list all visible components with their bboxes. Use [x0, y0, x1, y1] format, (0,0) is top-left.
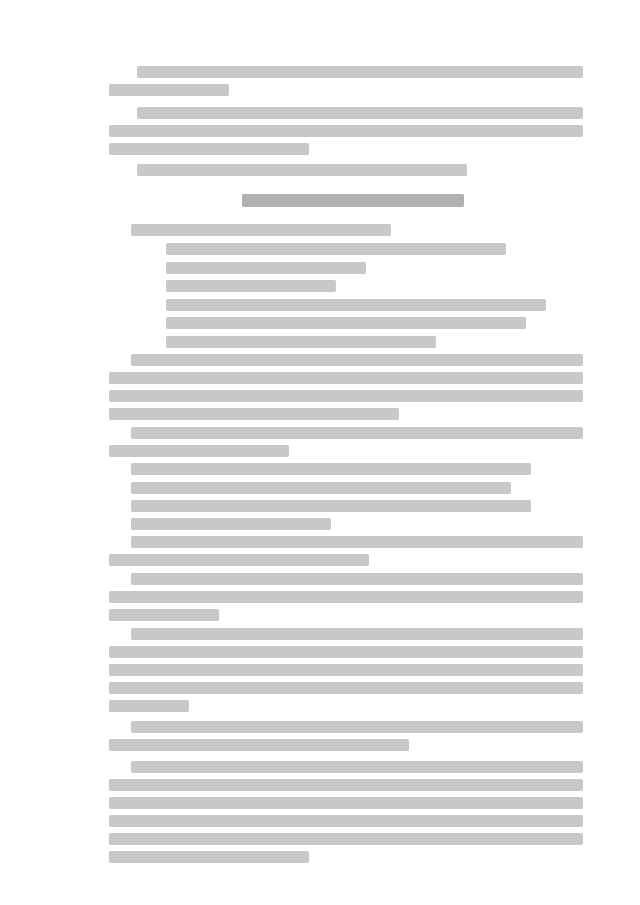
text-line [131, 721, 583, 733]
text-line [131, 536, 583, 548]
text-line [109, 408, 399, 420]
text-line [166, 317, 526, 329]
text-line [166, 280, 336, 292]
text-line [131, 500, 531, 512]
text-line [109, 682, 583, 694]
text-line [131, 761, 583, 773]
page-number [300, 884, 340, 896]
text-line [131, 573, 583, 585]
text-line [109, 664, 583, 676]
text-line [137, 66, 583, 78]
text-line [137, 164, 467, 176]
text-line [131, 463, 531, 475]
text-line [109, 143, 309, 155]
text-line [166, 336, 436, 348]
text-line [109, 739, 409, 751]
text-line [109, 646, 583, 658]
text-line [109, 779, 583, 791]
text-line [131, 518, 331, 530]
section-title [242, 194, 464, 207]
text-line [109, 797, 583, 809]
text-line [109, 372, 583, 384]
text-line [131, 628, 583, 640]
text-line [109, 390, 583, 402]
text-line [131, 354, 583, 366]
text-line [109, 591, 583, 603]
text-line [109, 84, 229, 96]
text-line [131, 427, 583, 439]
text-line [109, 554, 369, 566]
text-line [166, 262, 366, 274]
text-line [137, 107, 583, 119]
text-line [109, 815, 583, 827]
text-line [131, 482, 511, 494]
text-line [109, 851, 309, 863]
text-line [109, 700, 189, 712]
text-line [109, 833, 583, 845]
text-line [131, 224, 391, 236]
text-line [166, 299, 546, 311]
text-line [109, 609, 219, 621]
text-line [109, 125, 583, 137]
text-line [166, 243, 506, 255]
text-line [109, 445, 289, 457]
